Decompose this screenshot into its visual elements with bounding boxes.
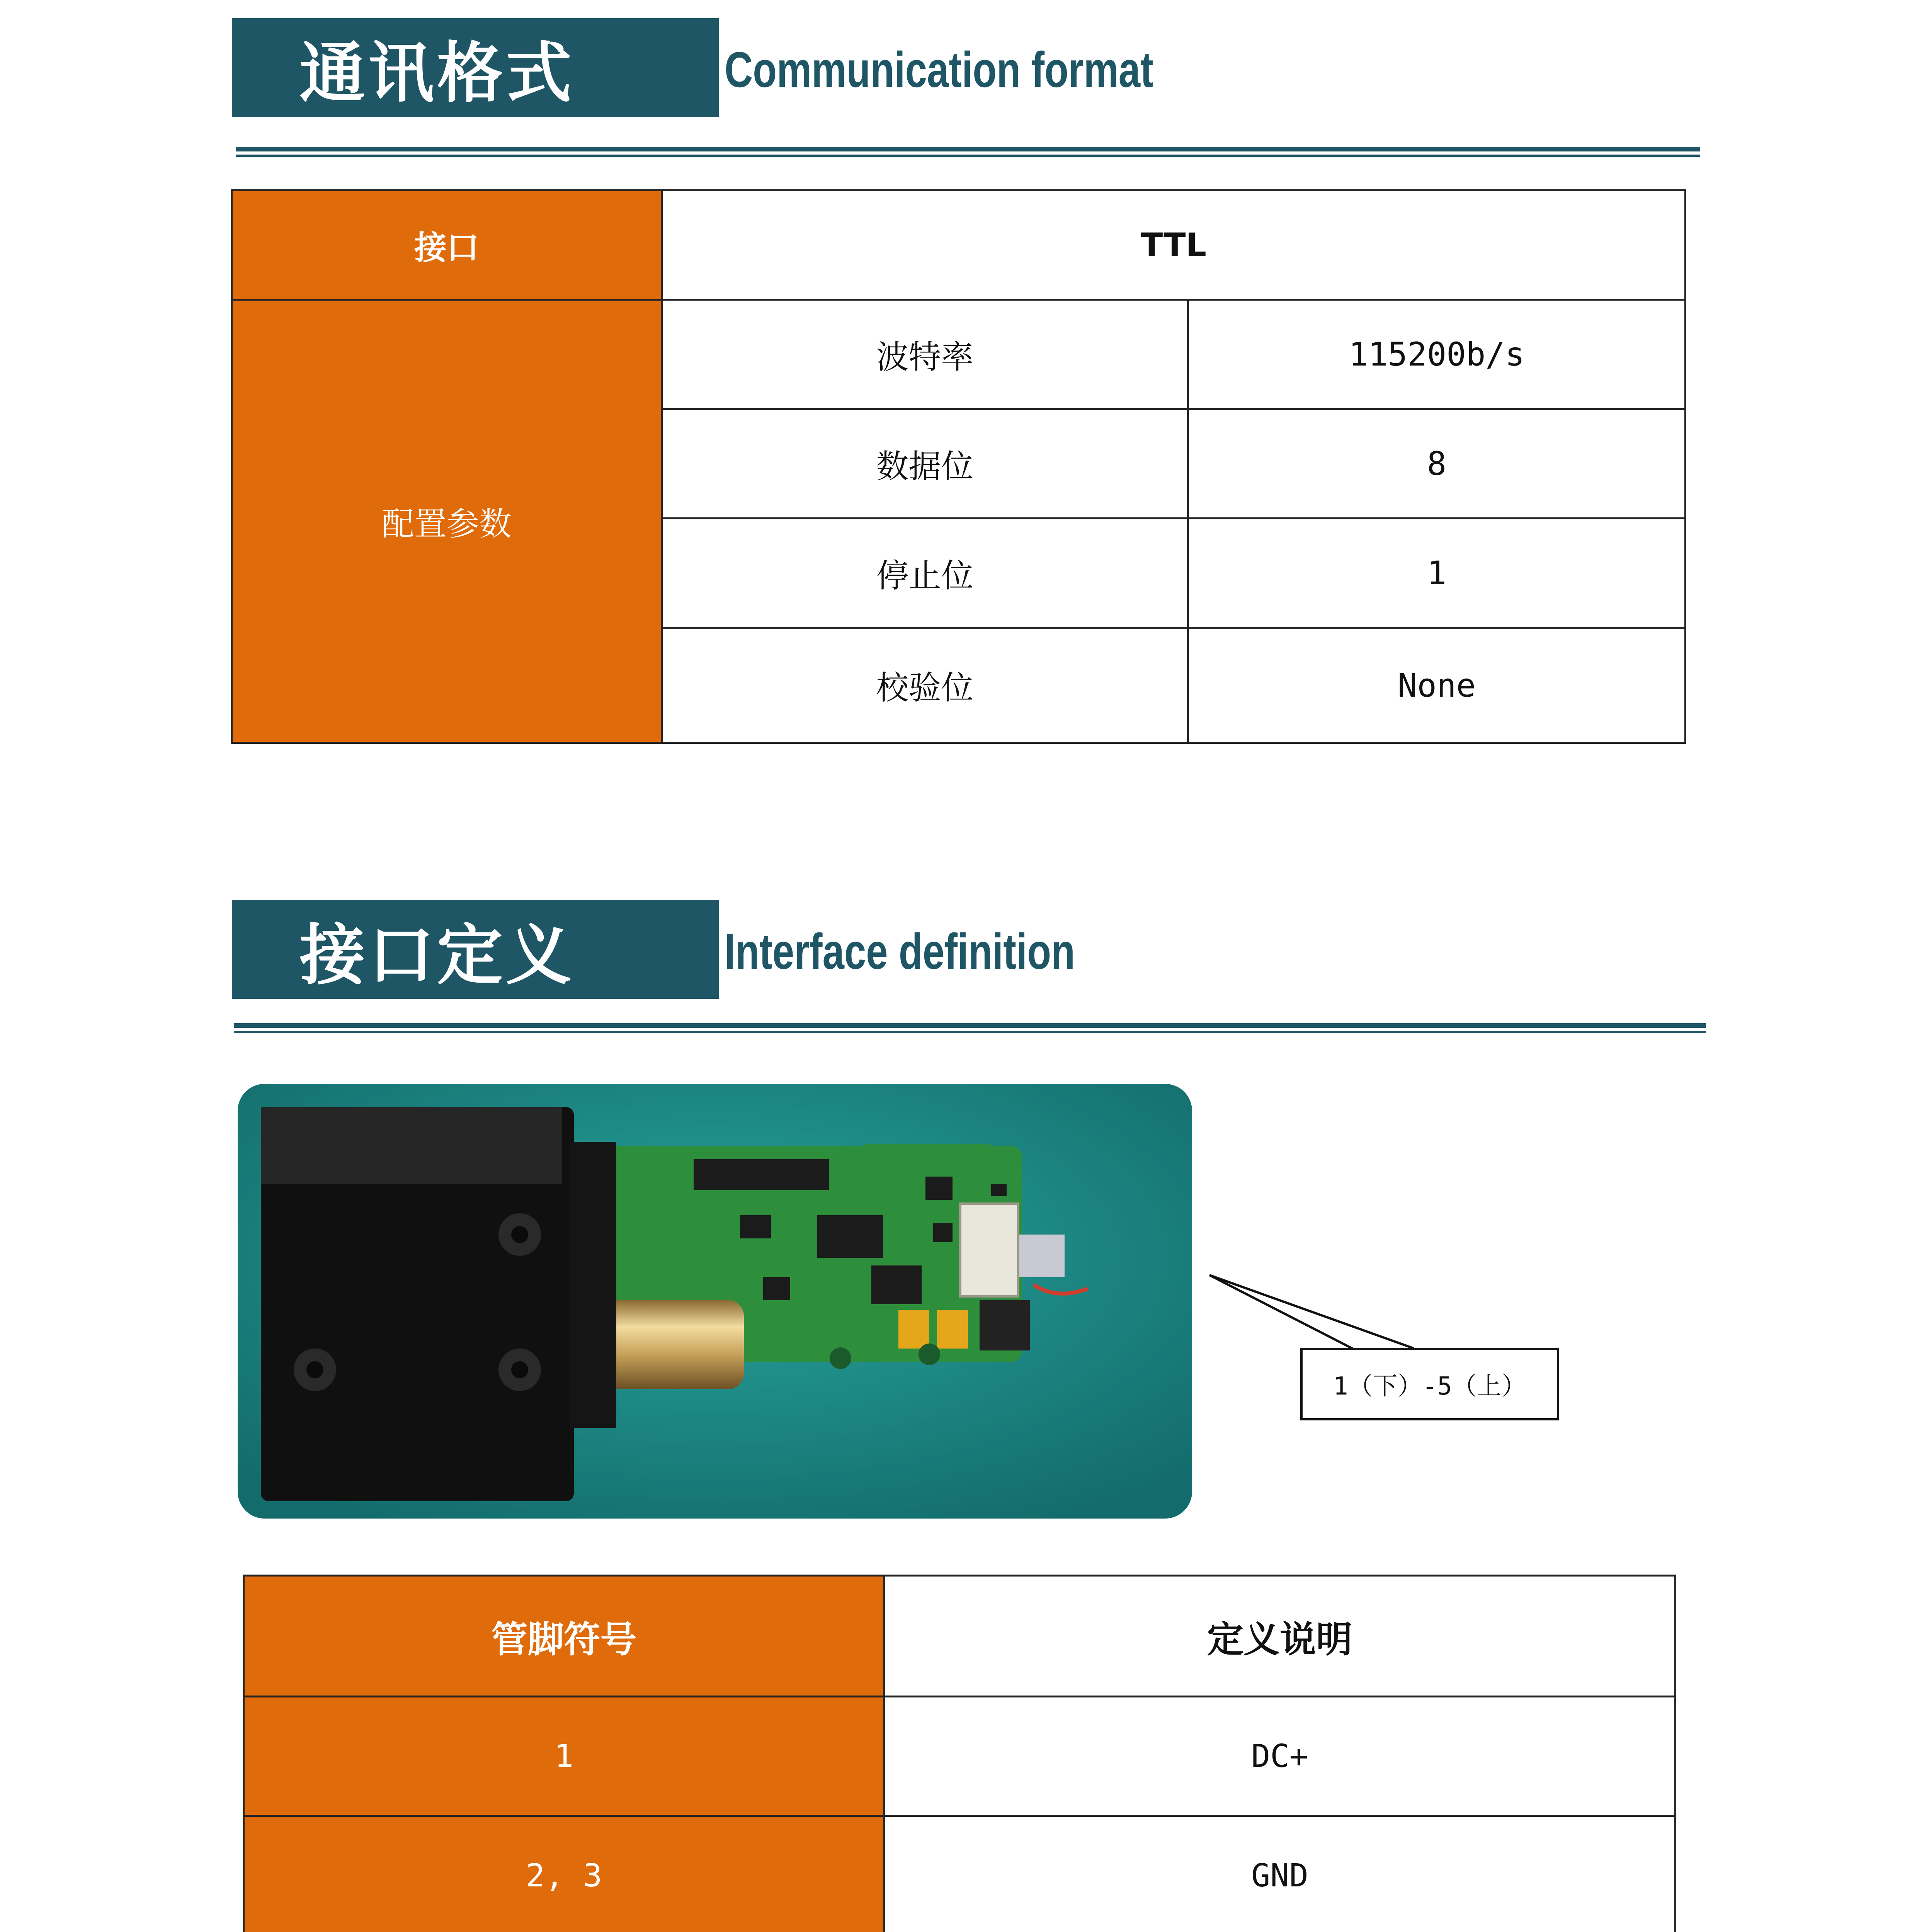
param-name: 停止位: [662, 519, 1188, 628]
product-photo: [238, 1084, 1192, 1519]
sensor-module-illustration: [238, 1084, 1192, 1519]
pin-number: 2, 3: [244, 1816, 885, 1932]
param-name: 数据位: [662, 409, 1188, 519]
section-header-iface: [232, 900, 719, 999]
pin-desc: DC+: [885, 1697, 1675, 1816]
config-label: 配置参数: [232, 300, 662, 743]
pin-header: 管脚符号: [244, 1576, 885, 1697]
pin-number: 1: [244, 1697, 885, 1816]
pin-desc: GND: [885, 1816, 1675, 1932]
section-title-cn: 通讯格式: [299, 35, 575, 112]
pin-table: [243, 1575, 1676, 1932]
divider: [234, 1031, 1706, 1033]
section-title-en: Interface definition: [725, 923, 1075, 980]
desc-header: 定义说明: [885, 1576, 1675, 1697]
param-name: 波特率: [662, 300, 1188, 409]
interface-value: TTL: [662, 190, 1686, 300]
comm-table: [231, 189, 1686, 744]
interface-label: 接口: [232, 190, 662, 300]
section-title-en: Communication format: [725, 41, 1153, 98]
param-name: 校验位: [662, 628, 1188, 743]
param-value: 1: [1188, 519, 1686, 628]
divider: [236, 147, 1700, 151]
divider: [234, 1023, 1706, 1028]
param-value: 8: [1188, 409, 1686, 519]
pin-order-callout: 1（下）-5（上）: [1300, 1348, 1559, 1420]
divider: [236, 155, 1700, 157]
param-value: None: [1188, 628, 1686, 743]
section-header-comm: [232, 18, 719, 117]
section-title-cn: 接口定义: [299, 917, 575, 994]
param-value: 115200b/s: [1188, 300, 1686, 409]
